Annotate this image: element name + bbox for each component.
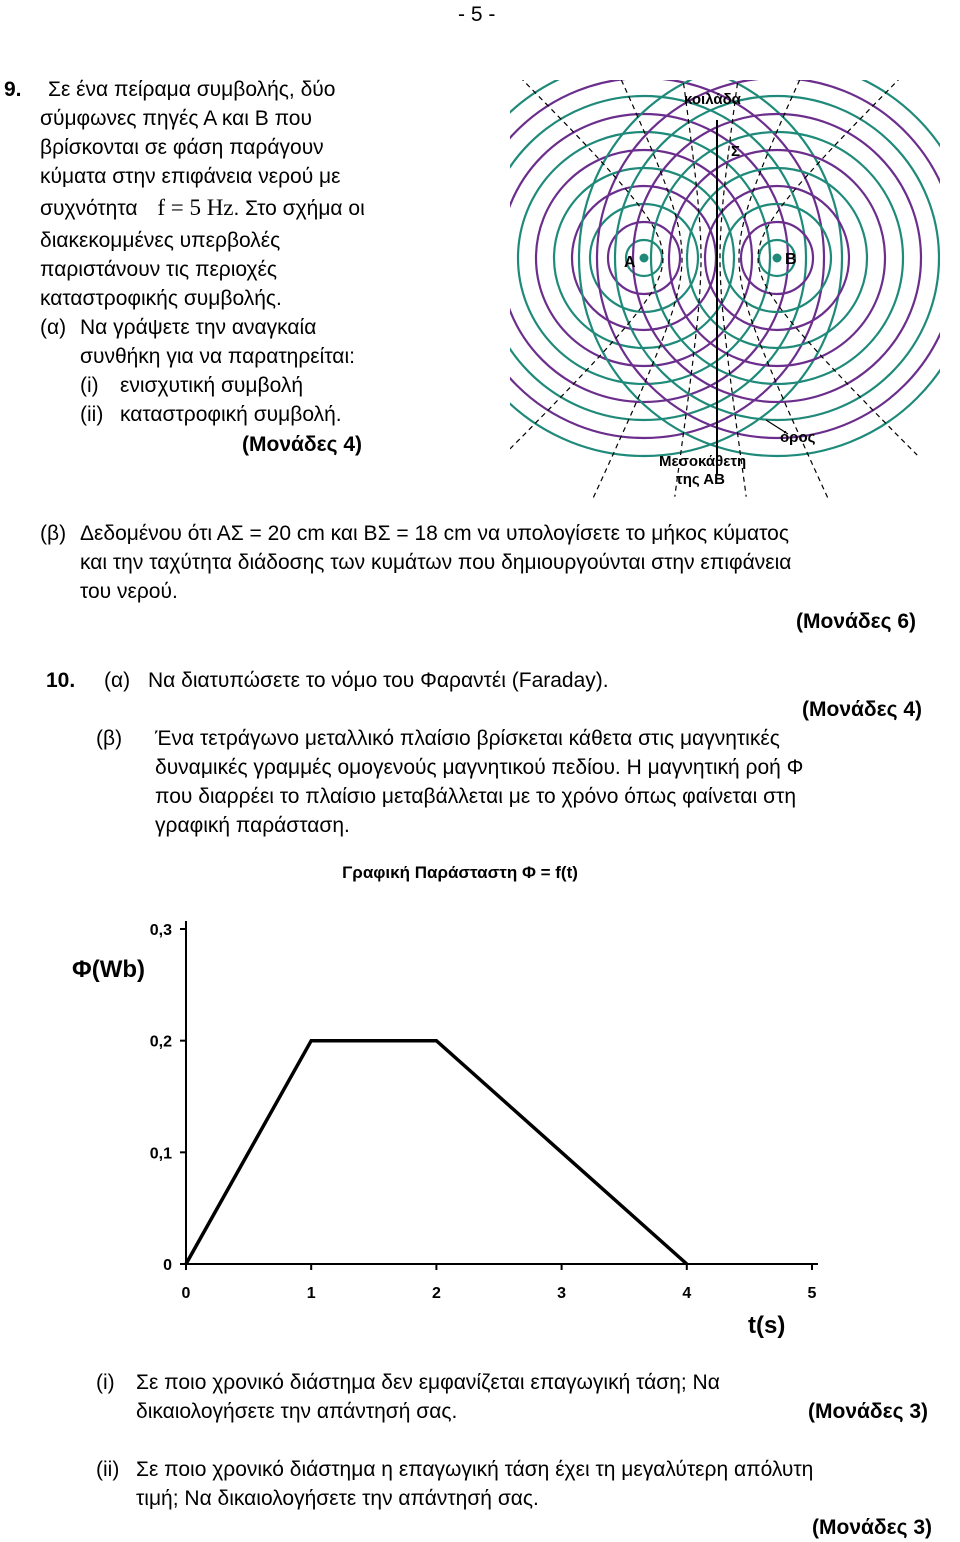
- flux-time-chart: [60, 845, 870, 1345]
- q9b-label: (β): [40, 522, 67, 545]
- q10b-line-1: Ένα τετράγωνο μεταλλικό πλαίσιο βρίσκεται κάθετα στις μαγνητικές: [155, 727, 780, 750]
- q10b-line-4: γραφική παράσταση.: [155, 814, 350, 837]
- x-tick-label: 2: [431, 1285, 441, 1302]
- bisector-label-line-1: Μεσοκάθετη: [659, 453, 747, 470]
- bisector-label-line-2: της ΑΒ: [676, 471, 725, 488]
- q9-freq-suffix: . Στο σχήμα οι: [233, 197, 365, 220]
- trough-label: κοιλάδα: [684, 91, 741, 108]
- source-a-label: A: [624, 254, 636, 271]
- q10b-label: (β): [96, 727, 123, 750]
- q9-line-3: βρίσκονται σε φάση παράγουν: [40, 136, 324, 159]
- q9b-line-1: Δεδομένου ότι ΑΣ = 20 cm και ΒΣ = 18 cm να υπολογίσετε το μήκος κύματος: [80, 522, 789, 545]
- q9b-line-2: και την ταχύτητα διάδοσης των κυμάτων που δημιουργούνται στην επιφάνεια: [80, 551, 792, 574]
- q9a-i-text: ενισχυτική συμβολή: [120, 374, 304, 397]
- x-tick-label: 4: [682, 1285, 692, 1302]
- point-sigma-label: Σ: [731, 143, 741, 160]
- frequency-formula: f = 5 Hz: [157, 195, 234, 220]
- q10a-text: Να διατυπώσετε το νόμο του Φαραντέι (Faraday).: [148, 669, 609, 692]
- q9-line-2: σύμφωνες πηγές Α και Β που: [40, 107, 312, 130]
- y-axis-label: Φ(Wb): [72, 956, 145, 983]
- q10i-label: (i): [96, 1371, 115, 1394]
- question-9-number: 9.: [4, 78, 22, 101]
- y-tick-label: 0: [163, 1257, 172, 1274]
- crest-label: όρος: [780, 429, 816, 446]
- q10a-marks: (Μονάδες 4): [802, 698, 923, 721]
- x-ticks: [182, 1264, 817, 1302]
- q9b-marks: (Μονάδες 6): [796, 610, 917, 633]
- interference-figure: [510, 80, 940, 500]
- q9-line-1: Σε ένα πείραμα συμβολής, δύο: [48, 78, 336, 101]
- question-10-number: 10.: [46, 669, 76, 692]
- q9a-label: (α): [40, 316, 67, 339]
- q9-line-7: καταστροφικής συμβολής.: [40, 287, 282, 310]
- source-b-dot: [773, 254, 782, 263]
- source-b-label: B: [785, 251, 797, 268]
- q9b-line-3: του νερού.: [80, 580, 178, 603]
- flux-series-line: [186, 1041, 687, 1264]
- q9a-ii-label: (ii): [80, 403, 104, 426]
- q9a-marks: (Μονάδες 4): [242, 433, 363, 456]
- y-ticks: [150, 922, 186, 1274]
- x-axis-label: t(s): [748, 1312, 786, 1339]
- x-tick-label: 0: [181, 1285, 191, 1302]
- q10ii-line-2: τιμή; Να δικαιολογήσετε την απάντησή σας.: [136, 1487, 539, 1510]
- q10ii-label: (ii): [96, 1458, 120, 1481]
- q9a-ii-text: καταστροφική συμβολή.: [120, 403, 342, 426]
- y-tick-label: 0,3: [149, 922, 172, 939]
- x-tick-label: 5: [807, 1285, 817, 1302]
- q10ii-marks: (Μονάδες 3): [812, 1516, 933, 1539]
- chart-title: Γραφική Παράσταστη Φ = f(t): [342, 863, 578, 882]
- q9-line-6: παριστάνουν τις περιοχές: [40, 258, 278, 281]
- q9-frequency-line: [40, 193, 365, 223]
- x-tick-label: 1: [306, 1285, 316, 1302]
- q10i-line-1: Σε ποιο χρονικό διάστημα δεν εμφανίζεται επαγωγική τάση; Να: [136, 1371, 720, 1394]
- q10b-line-2: δυναμικές γραμμές ομογενούς μαγνητικού πεδίου. Η μαγνητική ροή Φ: [155, 756, 804, 779]
- q9-freq-prefix: συχνότητα: [40, 197, 138, 220]
- q10ii-line-1: Σε ποιο χρονικό διάστημα η επαγωγική τάση έχει τη μεγαλύτερη απόλυτη: [136, 1458, 814, 1481]
- x-tick-label: 3: [557, 1285, 567, 1302]
- q9a-text-1: Να γράψετε την αναγκαία: [80, 316, 317, 339]
- y-tick-label: 0,2: [149, 1033, 172, 1051]
- q9a-i-label: (i): [80, 374, 99, 397]
- q10i-line-2: δικαιολογήσετε την απάντησή σας.: [136, 1400, 458, 1423]
- source-a-dot: [640, 254, 649, 263]
- q10b-line-3: που διαρρέει το πλαίσιο μεταβάλλεται με το χρόνο όπως φαίνεται στη: [155, 785, 797, 808]
- q10i-marks: (Μονάδες 3): [808, 1400, 929, 1423]
- q9-line-4: κύματα στην επιφάνεια νερού με: [40, 165, 341, 188]
- q9a-text-2: συνθήκη για να παρατηρείται:: [80, 345, 355, 368]
- q9-line-5: διακεκομμένες υπερβολές: [40, 229, 281, 252]
- q10a-label: (α): [104, 669, 131, 692]
- page-number: - 5 -: [458, 3, 496, 26]
- y-tick-label: 0,1: [149, 1145, 172, 1163]
